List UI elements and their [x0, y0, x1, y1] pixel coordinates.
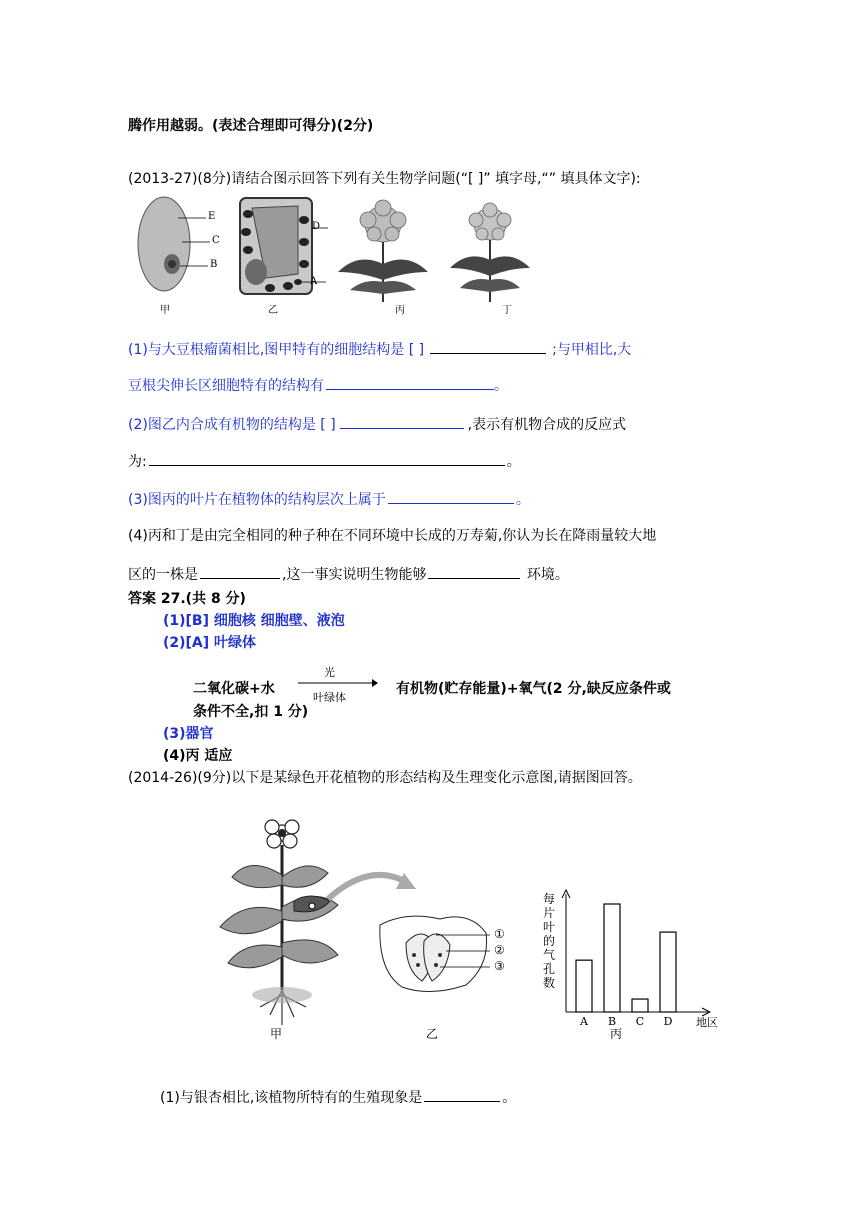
- q2013-header: (2013-27)(8分)请结合图示回答下列有关生物学问题(“[ ]” 填字母,“” 填具体文字):: [128, 171, 641, 187]
- plant-figure: [210, 815, 540, 1035]
- cell-jia-figure: [138, 197, 210, 291]
- caption-ding: 丁: [502, 305, 512, 316]
- equation-right: 有机物(贮存能量)+氧气(2 分,缺反应条件或: [396, 681, 671, 697]
- q2013-part4-line1: (4)丙和丁是由完全相同的种子种在不同环境中长成的万寿菊,你认为长在降雨量较大地: [128, 528, 657, 544]
- label-D: D: [312, 221, 321, 232]
- q2013-part2-line2: 为: 。: [128, 451, 521, 472]
- flower-ding-figure: [450, 203, 530, 302]
- label-A: A: [310, 276, 318, 287]
- bar-C: [632, 999, 648, 1012]
- answer27-title: 答案 27.(共 8 分): [128, 591, 246, 607]
- x-tick-C: C: [635, 1015, 645, 1028]
- x-tick-B: B: [607, 1015, 617, 1028]
- label-B: B: [210, 259, 218, 270]
- equation-condition-chloroplast: 叶绿体: [313, 691, 346, 704]
- stoma-label-2: ②: [494, 943, 505, 957]
- q2013-part1-line2: 豆根尖伸长区细胞特有的结构有 。: [128, 375, 508, 396]
- caption-yi: 乙: [268, 305, 278, 316]
- caption-bing: 丙: [395, 305, 405, 316]
- equation-condition-light: 光: [324, 666, 335, 679]
- stoma-label-1: ①: [494, 927, 505, 941]
- answer27-part2: (2)[A] 叶绿体: [163, 635, 257, 651]
- q2013-part4-line2: 区的一株是 ,这一事实说明生物能够 环境。: [128, 564, 569, 585]
- x-axis-title: 地区: [696, 1016, 718, 1029]
- stomata-bar-chart: [540, 888, 730, 1028]
- reaction-arrow: [298, 678, 378, 688]
- caption-yi-2014: 乙: [426, 1027, 439, 1041]
- q2014-part1: (1)与银杏相比,该植物所特有的生殖现象是 。: [160, 1087, 516, 1108]
- caption-bing-2014: 丙: [610, 1027, 623, 1041]
- answer27-part3: (3)器官: [163, 726, 214, 742]
- bar-B: [604, 904, 620, 1012]
- bar-A: [576, 960, 592, 1012]
- answer27-part1: (1)[B] 细胞核 细胞壁、液泡: [163, 613, 345, 629]
- equation-left: 二氧化碳+水: [193, 681, 275, 697]
- q2013-part1-line1: (1)与大豆根瘤菌相比,图甲特有的细胞结构是 [ ] ;与甲相比,大: [128, 339, 631, 360]
- answer27-part4: (4)丙 适应: [163, 748, 233, 764]
- previous-answer-tail: 腾作用越弱。(表述合理即可得分)(2分): [128, 118, 374, 134]
- cell-figure: [128, 194, 548, 318]
- stoma-label-3: ③: [494, 959, 505, 973]
- q2014-header: (2014-26)(9分)以下是某绿色开花植物的形态结构及生理变化示意图,请据图回答。: [128, 770, 642, 786]
- bar-D: [660, 932, 676, 1012]
- caption-jia: 甲: [160, 305, 170, 316]
- label-E: E: [208, 211, 216, 222]
- x-tick-D: D: [663, 1015, 673, 1028]
- flower-bing-figure: [338, 200, 428, 302]
- q2013-part2-line1: (2)图乙内合成有机物的结构是 [ ] ,表示有机物合成的反应式: [128, 414, 626, 435]
- equation-note: 条件不全,扣 1 分): [193, 704, 309, 720]
- q2013-part3: (3)图丙的叶片在植物体的结构层次上属于 。: [128, 489, 530, 510]
- y-axis-title: 每片叶的气孔数: [543, 892, 556, 990]
- caption-jia-2014: 甲: [270, 1027, 283, 1041]
- label-C: C: [212, 235, 220, 246]
- x-tick-A: A: [580, 1015, 588, 1028]
